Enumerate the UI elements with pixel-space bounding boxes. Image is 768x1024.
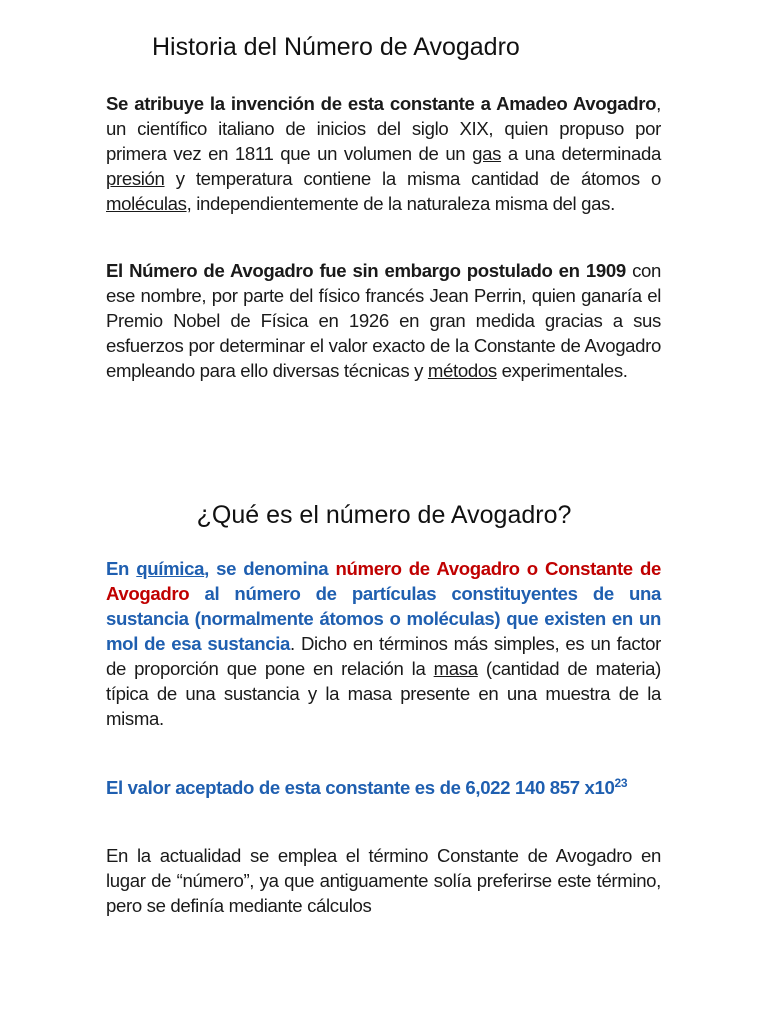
section-title: ¿Qué es el número de Avogadro? [196, 501, 572, 529]
paragraph-terminology [106, 843, 661, 918]
paragraph-definition [106, 556, 661, 731]
link-gas[interactable]: gas [472, 143, 502, 164]
body-text: (cantidad de materia) típica de una sustancia y la masa presente en una muestra de la misma. [106, 658, 661, 729]
link-metodos[interactable]: métodos [427, 360, 497, 381]
paragraph-constant-value [106, 775, 661, 800]
body-text: . Dicho en términos más simples, es un factor de proporción que pone en relación la [106, 633, 662, 679]
link-quimica[interactable]: química [136, 558, 205, 579]
body-text: experimentales. [496, 360, 628, 381]
body-text: con ese nombre, por parte del físico francés Jean Perrin, quien ganaría el Premio Nobel de Física en 1926 en gran medida gracias a sus esfuerzos por determinar el valor exacto de la Constante de Avogadro empleando para ello diversas técnicas y [106, 260, 661, 381]
red-highlight-text: número de Avogadro o Constante de Avogadro [106, 558, 661, 604]
blue-text: , se denomina [204, 558, 336, 579]
link-masa[interactable]: masa [433, 658, 478, 679]
blue-text: al número de partículas constituyentes de una sustancia (normalmente átomos o moléculas) que existen en un mol de esa sustancia [106, 583, 661, 654]
body-text: En la actualidad se emplea el término Constante de Avogadro en lugar de “número”, ya que antiguamente solía preferirse este término, pero se definía mediante cálculos [106, 845, 661, 916]
body-text: , independientemente de la naturaleza misma del gas. [186, 193, 615, 214]
paragraph-history-origin [106, 91, 661, 216]
link-moleculas[interactable]: moléculas [106, 193, 187, 214]
document-title: Historia del Número de Avogadro [152, 33, 520, 61]
paragraph-history-perrin [106, 258, 661, 383]
bold-text: El Número de Avogadro fue sin embargo postulado en 1909 [106, 260, 626, 281]
body-text: , un científico italiano de inicios del siglo XIX, quien propuso por primera vez en 1811 que un volumen de un [106, 93, 661, 164]
blue-text: En [106, 558, 137, 579]
constant-value-text: El valor aceptado de esta constante es de 6,022 140 857 x10 [106, 777, 615, 798]
body-text: y temperatura contiene la misma cantidad de átomos o [164, 168, 661, 189]
body-text: a una determinada [501, 143, 661, 164]
bold-text: Se atribuye la invención de esta constante a Amadeo Avogadro [106, 93, 657, 114]
exponent: 23 [614, 775, 628, 790]
link-presion[interactable]: presión [106, 168, 165, 189]
